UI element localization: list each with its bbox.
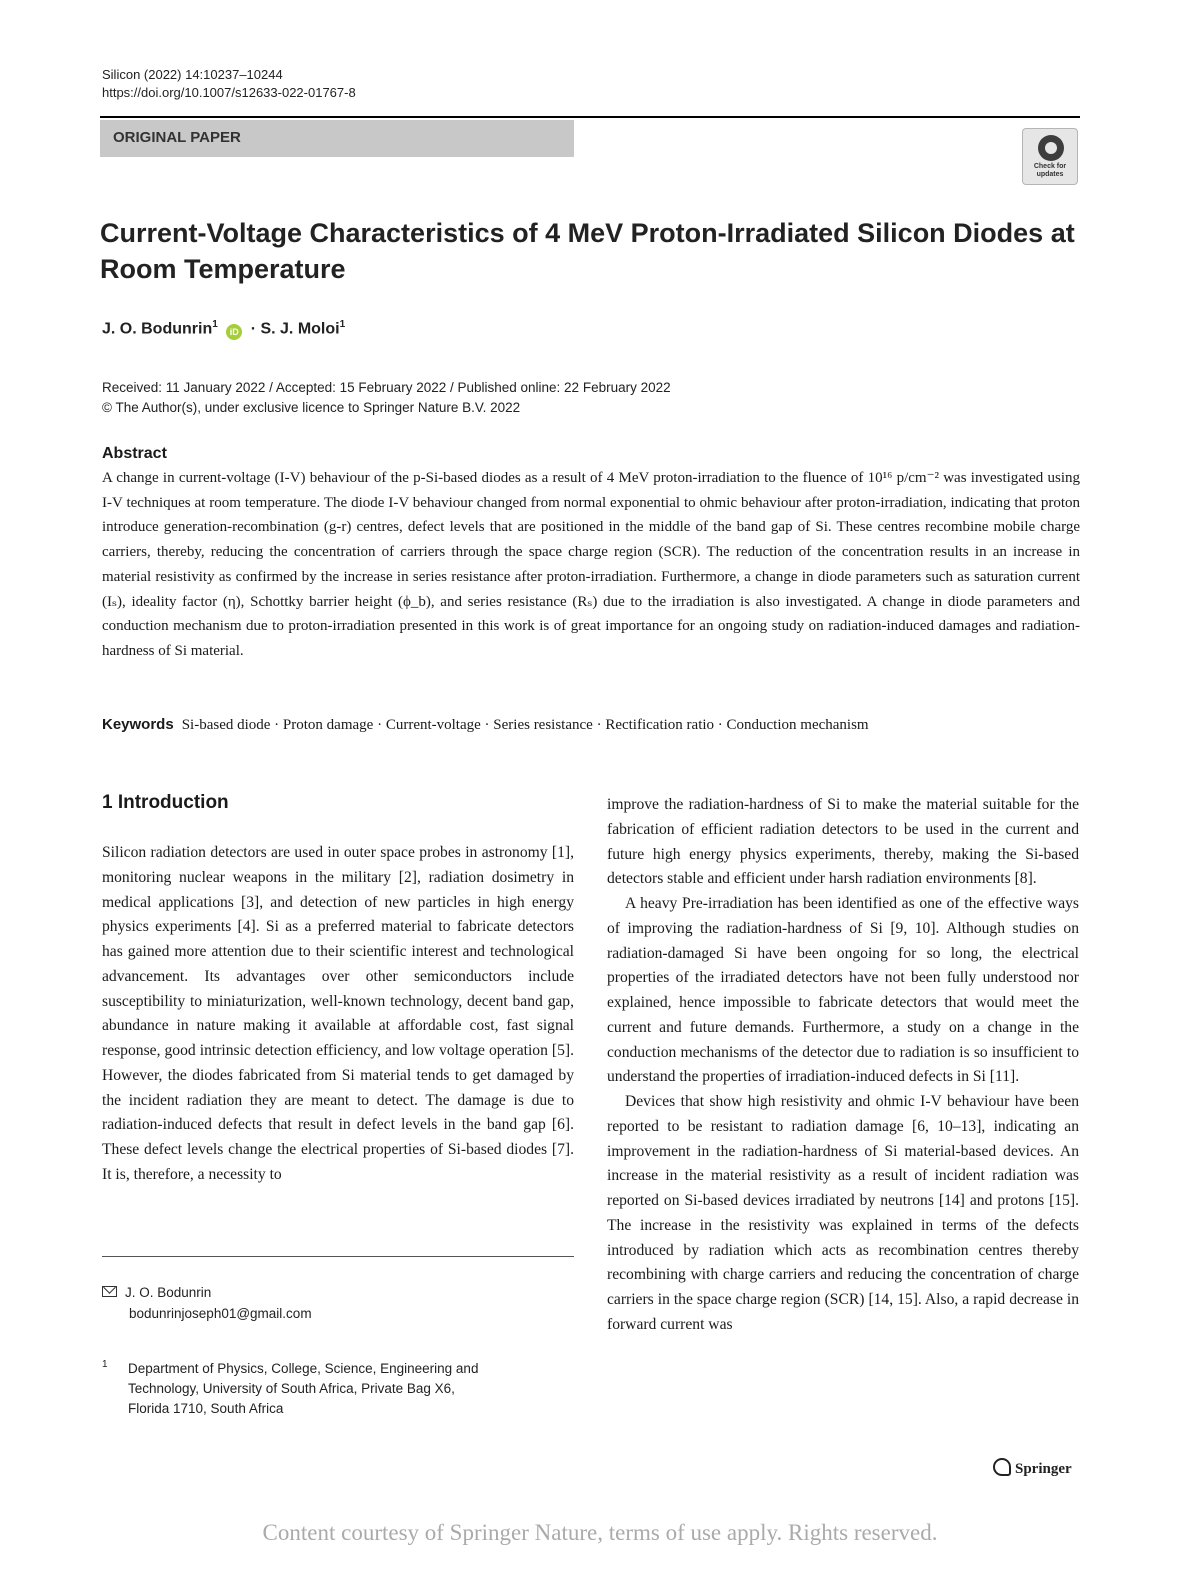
paragraph: A heavy Pre-irradiation has been identified as one of the effective ways of improving the radiation-hardness of Si [9, 10]. Although studies on radiation-damaged Si have been ongoing for so long, the electrical properties of the irradiated detectors have not been fully understood nor explained, hence impossible to fabricate detectors that would meet the current and future demands. Furthermore, a study on a change in the conduction mechanisms of the detector due to radiation is so insufficient to understand the properties of irradiation-induced defects in Si [11]. [607, 895, 1079, 1086]
crossmark-icon [1038, 135, 1064, 161]
publisher-logo [993, 1458, 1072, 1478]
affiliation-line: Florida 1710, South Africa [128, 1401, 284, 1416]
paragraph: Silicon radiation detectors are used in outer space probes in astronomy [1], monitoring nuclear weapons in the military [2], radiation dosimetry in medical applications [3], and detection of new particles in high energy physics experiments [4]. Si as a preferred material to fabricate detectors has gained more attention due to their scientific interest and technological advancement. Its advantages over other semiconductors include susceptibility to miniaturization, well-known technology, decent band gap, abundance in nature making it available at affordable cost, fast signal response, good intrinsic detection efficiency, and low voltage operation [5]. However, the diodes fabricated from Si material tends to get damaged by the incident radiation they are meant to detect. The damage is due to radiation-induced defects that result in defect levels in the band gap [6]. These defect levels change the electrical properties of Si-based diodes [7]. It is, therefore, a necessity to [102, 844, 574, 1183]
author-name[interactable]: J. O. Bodunrin [102, 320, 213, 338]
author-email[interactable]: bodunrinjoseph01@gmail.com [129, 1306, 312, 1321]
journal-citation: Silicon (2022) 14:10237–10244 [102, 67, 283, 82]
keywords [102, 716, 1082, 734]
paragraph: improve the radiation-hardness of Si to make the material suitable for the fabrication of efficient radiation detectors to be used in the current and future high energy physics experiments, thereby, making the Si-based detectors stable and efficient under harsh radiation environments [8]. [607, 796, 1079, 888]
article-type-label: ORIGINAL PAPER [113, 129, 241, 146]
copyright-line: © The Author(s), under exclusive licence to Springer Nature B.V. 2022 [102, 400, 521, 415]
check-for-updates-badge[interactable] [1022, 128, 1078, 185]
springer-horse-icon [993, 1458, 1011, 1476]
corresponding-author: J. O. Bodunrin [125, 1285, 212, 1300]
keywords-label: Keywords [102, 716, 174, 733]
author-list [102, 319, 345, 340]
correspondence [102, 1282, 312, 1324]
affiliation-line: Technology, University of South Africa, Private Bag X6, [128, 1381, 455, 1396]
header-rule [100, 116, 1080, 118]
author-name[interactable]: S. J. Moloi [260, 320, 340, 338]
usage-notice: Content courtesy of Springer Nature, terms of use apply. Rights reserved. [262, 1520, 938, 1545]
affiliation [102, 1359, 478, 1419]
abstract-text: A change in current-voltage (I-V) behaviour of the p-Si-based diodes as a result of 4 MeV proton-irradiation to the fluence of 10¹⁶ p/cm⁻² was investigated using I-V techniques at room temperature. The diode I-V behaviour changed from normal exponential to ohmic behaviour after proton-irradiation, indicating that proton introduce generation-recombination (g-r) centres, defect levels that are positioned in the middle of the band gap of Si. These centres recombine mobile charge carriers, thereby, reducing the concentration of carriers through the space charge region (SCR). The reduction of the concentration results in an increase in material resistivity as confirmed by the increase in series resistance after proton-irradiation. Furthermore, a change in diode parameters such as saturation current (Iₛ), ideality factor (η), Schottky barrier height (ϕ_b), and series resistance (Rₛ) due to the irradiation is also investigated. A change in diode parameters and conduction mechanism due to proton-irradiation presented in this work is of great importance for an ongoing study on radiation-induced damages and radiation-hardness of Si material. [102, 470, 1080, 659]
publisher-name: Springer [1015, 1461, 1072, 1477]
keywords-list: Si-based diode · Proton damage · Current-voltage · Series resistance · Rectification ratio · Conduction mechanism [181, 717, 869, 733]
footnote-divider [102, 1256, 574, 1257]
doi-link[interactable]: https://doi.org/10.1007/s12633-022-01767-8 [102, 85, 356, 100]
affiliation-marker: 1 [339, 319, 346, 330]
affiliation-line: Department of Physics, College, Science, Engineering and [128, 1361, 479, 1376]
body-column-right [607, 793, 1079, 1338]
journal-info [102, 66, 356, 102]
body-column-left [102, 841, 574, 1188]
affiliation-marker: 1 [212, 319, 218, 330]
affiliation-number: 1 [102, 1359, 108, 1370]
paragraph: Devices that show high resistivity and ohmic I-V behaviour have been reported to be resistant to radiation damage [6, 10–13], indicating an improvement in the radiation-hardness of Si material-based devices. An increase in the material resistivity as a result of incident radiation was reported on Si-based devices irradiated by neutrons [14] and protons [15]. The increase in the resistivity was explained in terms of the defects introduced by radiation which acts as recombination centres thereby recombining with charge carriers and reducing the concentration of charge carriers in the space charge region (SCR) [14, 15]. Also, a rapid decrease in forward current was [607, 1093, 1079, 1333]
article-type-banner [100, 120, 574, 157]
publication-dates [102, 378, 671, 418]
envelope-icon [102, 1286, 117, 1297]
abstract-heading: Abstract [102, 445, 167, 462]
paper-title: Current-Voltage Characteristics of 4 MeV Proton-Irradiated Silicon Diodes at Room Temperature [100, 218, 1075, 284]
orcid-icon[interactable]: iD [226, 324, 242, 340]
history-dates: Received: 11 January 2022 / Accepted: 15 February 2022 / Published online: 22 February 2022 [102, 380, 671, 395]
author-separator: · [250, 320, 257, 338]
section-heading: 1 Introduction [102, 792, 229, 813]
crossmark-label: Check for updates [1033, 163, 1067, 178]
